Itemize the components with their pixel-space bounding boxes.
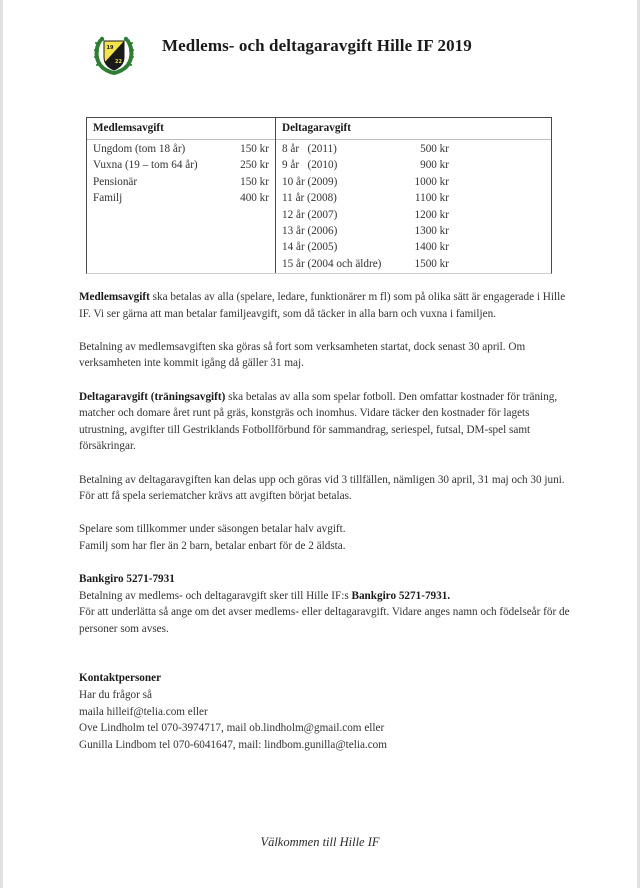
table-row <box>276 157 551 173</box>
contact-prefix: Gunilla Lindbom tel 070-6041647, mail: <box>79 738 265 751</box>
bankgiro-line <box>79 588 579 605</box>
table-row <box>276 190 551 206</box>
bankgiro-heading: Bankgiro 5271-7931 <box>79 573 175 586</box>
club-email-link[interactable]: hilleif@telia.com <box>106 705 185 718</box>
fee-label: Familj <box>93 192 123 205</box>
table-row <box>276 239 551 255</box>
fee-amount: 400 kr <box>240 192 269 205</box>
contact-suffix: eller <box>361 722 385 735</box>
fee-label: 11 år (2008) <box>282 192 337 205</box>
table-row <box>87 190 275 206</box>
fee-amount: 150 kr <box>240 175 269 188</box>
contacts-heading: Kontaktpersoner <box>79 672 162 685</box>
contacts-paragraph <box>79 670 579 753</box>
page-title: Medlems- och deltagaravgift Hille IF 2019 <box>162 36 472 55</box>
contact-club-email-line <box>79 704 579 721</box>
fee-amount: 900 kr <box>420 159 449 172</box>
participation-fee-header: Deltagaravgift <box>276 118 551 140</box>
membership-info-paragraph <box>79 289 579 322</box>
fee-label: 8 år (2011) <box>282 143 337 155</box>
fee-label: 15 år (2004 och äldre) <box>282 257 382 270</box>
discount-line-half-fee: Spelare som tillkommer under säsongen betalar halv avgift. <box>79 523 346 536</box>
participation-fee-column <box>276 118 551 273</box>
contact-ove-line <box>79 720 579 737</box>
table-row <box>87 157 275 173</box>
membership-fee-column <box>87 118 276 273</box>
fee-label: Pensionär <box>93 175 138 188</box>
contact-prefix: Ove Lindholm tel 070-3974717, mail <box>79 722 250 735</box>
table-row <box>276 223 551 239</box>
fee-amount: 250 kr <box>240 159 269 172</box>
participation-info-lead: Deltagaravgift (träningsavgift) <box>79 390 226 403</box>
fee-label: 14 år (2005) <box>282 241 338 254</box>
fee-label: 12 år (2007) <box>282 208 338 221</box>
fee-label: Vuxna (19 – tom 64 år) <box>93 159 198 172</box>
fee-table <box>86 117 552 274</box>
gunilla-email-link[interactable]: lindbom.gunilla@telia.com <box>264 738 387 751</box>
bankgiro-line-text: Betalning av medlems- och deltagaravgift sker till Hille IF:s <box>79 589 352 602</box>
contacts-intro: Har du frågor så <box>79 689 152 702</box>
bankgiro-paragraph <box>79 571 579 637</box>
participation-payment-paragraph: Betalning av deltagaravgiften kan delas upp och göras vid 3 tillfällen, nämligen 30 april, 31 maj och 30 juni. För att få spela seriematcher krävs att avgiften börjat betalas. <box>79 473 565 503</box>
table-row <box>276 207 551 223</box>
bankgiro-instructions: För att underlätta så ange om det avser medlems- eller deltagaravgift. Vidare anges namn och födelseår för de personer som avses. <box>79 606 570 635</box>
fee-label: 10 år (2009) <box>282 175 338 188</box>
membership-fee-header: Medlemsavgift <box>87 118 275 140</box>
table-row <box>87 141 275 157</box>
contact-suffix: eller <box>185 705 208 718</box>
document-body <box>79 289 579 770</box>
fee-amount: 500 kr <box>420 143 449 155</box>
crest-text-top: 19 <box>106 45 114 51</box>
table-row <box>276 174 551 190</box>
fee-amount: 1000 kr <box>414 175 449 188</box>
fee-amount: 1300 kr <box>414 224 449 237</box>
membership-payment-paragraph: Betalning av medlemsavgiften ska göras så fort som verksamheten startat, dock senast 30 april. Om verksamheten inte kommit igång då gäller 31 maj. <box>79 340 526 370</box>
fee-amount: 1200 kr <box>414 208 449 221</box>
fee-label: 13 år (2006) <box>282 224 338 237</box>
fee-label: Ungdom (tom 18 år) <box>93 143 186 155</box>
crest-text-bottom: 22 <box>115 59 122 65</box>
contact-prefix: maila <box>79 705 107 718</box>
ove-email-link[interactable]: ob.lindholm@gmail.com <box>249 722 362 735</box>
fee-amount: 1400 kr <box>414 241 449 254</box>
contact-gunilla-line <box>79 737 579 754</box>
fee-amount: 1500 kr <box>414 257 449 270</box>
participation-info-paragraph <box>79 389 579 455</box>
club-crest-icon <box>94 33 134 75</box>
table-row <box>276 256 551 272</box>
membership-info-text: ska betalas av alla (spelare, ledare, funktionärer m fl) som på olika sätt är engagerade i Hille IF. Vi ser gärna att man betalar familjeavgift, som då täcker in alla barn och vuxna i familjen. <box>79 291 566 320</box>
table-row <box>276 141 551 157</box>
fee-amount: 150 kr <box>240 143 269 155</box>
bankgiro-number: Bankgiro 5271-7931. <box>351 589 451 602</box>
table-row <box>87 174 275 190</box>
discount-line-family: Familj som har fler än 2 barn, betalar enbart för de 2 äldsta. <box>79 539 346 552</box>
membership-info-lead: Medlemsavgift <box>79 291 150 303</box>
participation-info-text: ska betalas av alla som spelar fotboll. Den omfattar kostnader för träning, matcher och domare året runt på gräs, konstgräs och inomhus. Vidare täcker den kostnader för lagets utrustning, avgifter till Gestriklands Fotbollförbund för sammandrag, seriespel, futsal, DM-spel samt försäkringar. <box>79 390 558 453</box>
welcome-footer: Välkommen till Hille IF <box>260 835 380 849</box>
discounts-paragraph <box>79 521 579 554</box>
fee-label: 9 år (2010) <box>282 159 338 172</box>
fee-amount: 1100 kr <box>414 192 449 205</box>
